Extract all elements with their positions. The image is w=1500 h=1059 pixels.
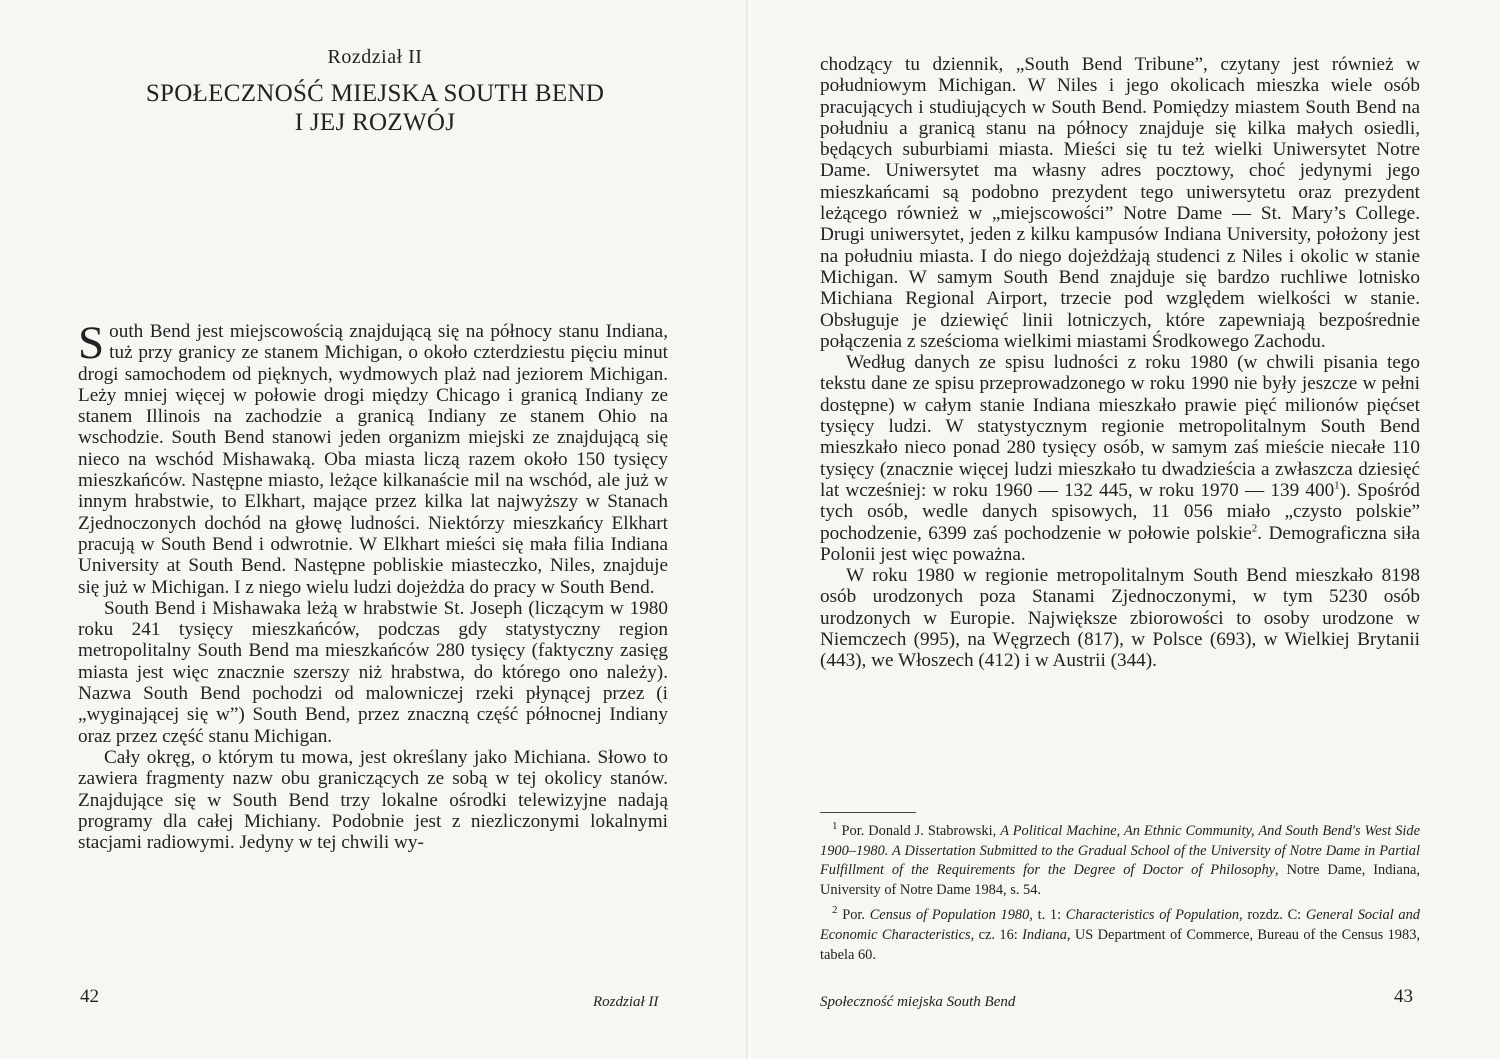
footnote-title: General Social and Economic Characteristics — [820, 907, 1420, 943]
paragraph: South Bend i Mishawaka leżą w hrabstwie St. Joseph (liczącym w 1980 roku 241 tysięcy mieszkańców, podczas gdy statystyczny region metropolitalny South Bend ma mieszkańców 280 tysięcy (faktyczny zasięg miasta jest więc znacznie szerszy niż hrabstwa, do którego ono należy). Nazwa South Bend pochodzi od malowniczej rzeki płynącej przez (i „wyginającej się w”) South Bend, przez znaczną część północnej Indiany oraz przez część stanu Michigan. — [78, 597, 668, 747]
paragraph-text: ). Spośród tych osób, wedle danych spisowych, 11 056 miało „czysto polskie” pochodzenie, 6399 zaś pochodzenie w połowie polskie — [820, 479, 1420, 544]
chapter-title — [80, 79, 670, 137]
footnote-text: Por. — [842, 907, 870, 924]
footnote-text: , t. 1: — [1029, 907, 1066, 924]
paragraph — [78, 317, 668, 598]
footnote-2 — [820, 906, 1420, 965]
page-number: 43 — [1394, 986, 1413, 1007]
footnote-text: , US Department of Commerce, Bureau of the Census 1983, tabela 60. — [820, 926, 1420, 963]
footnote-text: , cz. 16: — [970, 926, 1023, 943]
right-body-text — [820, 54, 1420, 672]
paragraph-text: outh Bend jest miejscowością znajdującą się na północy stanu Indiana, tuż przy granicy ze stanem Michigan, o około czterdziestu pięciu minut drogi samochodem od pięknych, wydmowych plaż nad jeziorem Michigan. Leży mniej więcej w połowie drogi między Chicago i granicą Indiany ze stanem Illinois na zachodzie a granicą Indiany ze stanem Ohio na wschodzie. South Bend stanowi jeden organizm miejski ze znajdującą się nieco na wschód Mishawaką. Oba miasta liczą razem około 150 tysięcy mieszkańców. Następne miasto, leżące kilkanaście mil na wschód, ale już w innym hrabstwie, to Elkhart, mające przez kilka lat najwyższy w Stanach Zjednoczonych dochód na głowę ludności. Niektórzy mieszkańcy Elkhart pracują w South Bend i odwrotnie. W Elkhart mieści się mała filia Indiana University at South Bend. Następne pobliskie miasteczko, Niles, znajduje się już w Michigan. I z niego wielu ludzi dojeżdża do pracy w South Bend. — [78, 321, 668, 598]
footnote-title: Indiana — [1022, 926, 1067, 943]
paragraph — [820, 352, 1420, 565]
drop-cap: S — [78, 317, 105, 369]
footnote-ref: 1 — [1334, 479, 1340, 492]
paragraph: Cały okręg, o którym tu mowa, jest określany jako Michiana. Słowo to zawiera fragmenty nazw obu graniczących ze sobą w tej okolicy stanów. Znajdujące się w South Bend trzy lokalne ośrodki telewizyjne nadają programy dla całej Michiany. Podobnie jest z niezliczonymi lokalnymi stacjami radiowymi. Jedyny w tej chwili wy- — [78, 746, 668, 854]
footnote-title: Characteristics of Population — [1065, 907, 1240, 924]
footnote-text: Por. Donald J. Stabrowski, — [841, 823, 1001, 839]
footnote-rule — [820, 812, 916, 813]
running-head: Rozdział II — [593, 994, 659, 1010]
footnote-ref: 2 — [1251, 522, 1258, 535]
footnote-text: , rozdz. C: — [1239, 907, 1306, 924]
footnotes — [820, 822, 1420, 971]
footnote-title: A Political Machine, An Ethnic Community, And South Bend's West Side 1900–1980. A Dissertation Submitted to the Gradual School of the University of Notre Dame in Partial Fulfillment of the Requirements for the Degree of Doctor of Philosophy — [820, 823, 1420, 879]
footnote-mark: 2 — [832, 904, 838, 917]
paragraph-text: Według danych ze spisu ludności z roku 1980 (w chwili pisania tego tekstu dane ze spisu przeprowadzonego w roku 1990 nie były jeszcze w pełni dostępne) w całym stanie Indiana mieszkało prawie pięć milionów pięćset tysięcy ludzi. W statystycznym regionie metropolitalnym South Bend mieszkało nieco ponad 280 tysięcy osób, w samym zaś mieście niecałe 110 tysięcy (znacznie więcej ludzi mieszkało tu dwadzieścia a zwłaszcza dziesięć lat wcześniej: w roku 1960 — 132 445, w roku 1970 — 139 400 — [820, 352, 1420, 501]
footnote-title: Census of Population 1980 — [869, 907, 1030, 924]
page-number: 42 — [80, 986, 99, 1007]
paragraph-text: . Demograficzna siła Polonii jest więc poważna. — [820, 522, 1420, 565]
running-head: Społeczność miejska South Bend — [820, 994, 1016, 1010]
chapter-title-line1: SPOŁECZNOŚĆ MIEJSKA SOUTH BEND — [145, 80, 605, 107]
footnote-1 — [820, 822, 1420, 900]
footnote-mark: 1 — [832, 820, 838, 833]
chapter-label: Rozdział II — [327, 46, 423, 68]
chapter-heading — [80, 46, 670, 137]
left-body-text — [78, 317, 668, 854]
paragraph: chodzący tu dziennik, „South Bend Tribune”, czytany jest również w południowym Michigan. W Niles i jego okolicach mieszka wiele osób pracujących i studiujących w South Bend. Pomiędzy miastem South Bend na południu a granicą stanu na północy znajduje się kilka małych osiedli, będących suburbiami miasta. Mieści się tu też wielki Uniwersytet Notre Dame. Uniwersytet ma własny adres pocztowy, choć jedynymi jego mieszkańcami są podobno prezydent tego uniwersytetu oraz prezydent leżącego również w „miejscowości” Notre Dame — St. Mary’s College. Drugi uniwersytet, jeden z kilku kampusów Indiana University, położony jest na południu miasta. I do niego dojeżdżają studenci z Niles i okolic w stanie Michigan. W samym South Bend znajduje się bardzo ruchliwe lotnisko Michiana Regional Airport, trzecie pod względem wielkości w stanie. Obsługuje je dziewięć linii lotniczych, które zapewniają bezpośrednie połączenia z sześcioma wielkimi miastami Środkowego Zachodu. — [820, 54, 1420, 352]
left-page — [0, 0, 748, 1059]
footnote-text: , Notre Dame, Indiana, University of Notre Dame 1984, s. 54. — [820, 862, 1421, 898]
paragraph: W roku 1980 w regionie metropolitalnym South Bend mieszkało 8198 osób urodzonych poza Stanami Zjednoczonymi, w tym 5230 osób urodzonych w Europie. Największe zbiorowości to osoby urodzone w Niemczech (995), na Węgrzech (817), w Polsce (693), w Wielkiej Brytanii (443), we Włoszech (412) i w Austrii (344). — [820, 565, 1420, 672]
chapter-title-line2: I JEJ ROZWÓJ — [294, 109, 456, 136]
